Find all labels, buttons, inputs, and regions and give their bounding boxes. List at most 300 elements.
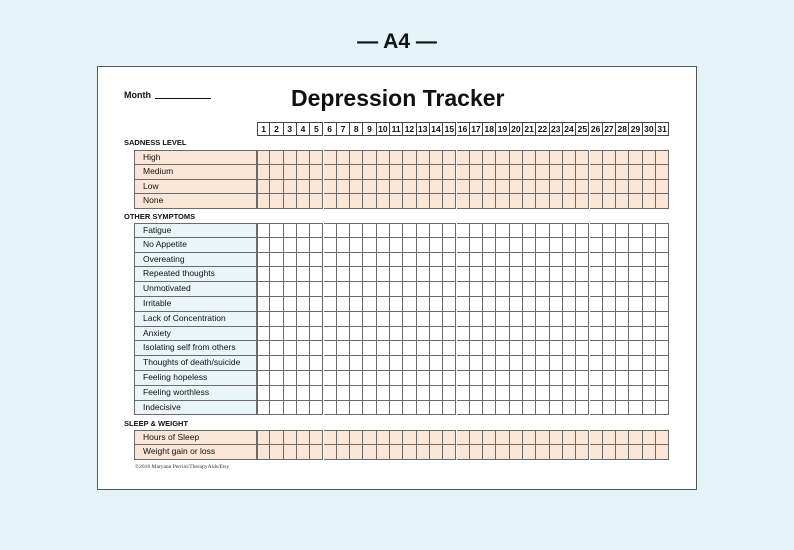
tracker-cell[interactable] (550, 430, 563, 445)
tracker-cell[interactable] (629, 312, 642, 327)
tracker-cell[interactable] (430, 386, 443, 401)
tracker-cell[interactable] (496, 297, 509, 312)
tracker-cell[interactable] (257, 341, 270, 356)
tracker-cell[interactable] (563, 356, 576, 371)
tracker-cell[interactable] (310, 386, 323, 401)
tracker-cell[interactable] (550, 150, 563, 165)
tracker-cell[interactable] (350, 238, 363, 253)
tracker-cell[interactable] (656, 223, 669, 238)
tracker-cell[interactable] (510, 253, 523, 268)
tracker-cell[interactable] (257, 312, 270, 327)
tracker-cell[interactable] (590, 253, 603, 268)
tracker-cell[interactable] (523, 253, 536, 268)
tracker-cell[interactable] (297, 356, 310, 371)
tracker-cell[interactable] (629, 445, 642, 460)
tracker-cell[interactable] (270, 282, 283, 297)
tracker-cell[interactable] (629, 327, 642, 342)
tracker-cell[interactable] (457, 267, 470, 282)
tracker-cell[interactable] (643, 327, 656, 342)
tracker-cell[interactable] (616, 327, 629, 342)
tracker-cell[interactable] (337, 223, 350, 238)
tracker-cell[interactable] (363, 445, 376, 460)
tracker-cell[interactable] (470, 401, 483, 416)
tracker-cell[interactable] (403, 341, 416, 356)
tracker-cell[interactable] (417, 327, 430, 342)
tracker-cell[interactable] (443, 165, 456, 180)
tracker-cell[interactable] (629, 194, 642, 209)
tracker-cell[interactable] (510, 238, 523, 253)
tracker-cell[interactable] (563, 297, 576, 312)
tracker-cell[interactable] (350, 267, 363, 282)
tracker-cell[interactable] (377, 150, 390, 165)
tracker-cell[interactable] (390, 180, 403, 195)
tracker-cell[interactable] (270, 297, 283, 312)
tracker-cell[interactable] (377, 223, 390, 238)
tracker-cell[interactable] (257, 238, 270, 253)
tracker-cell[interactable] (616, 356, 629, 371)
tracker-cell[interactable] (270, 341, 283, 356)
tracker-cell[interactable] (483, 223, 496, 238)
tracker-cell[interactable] (590, 238, 603, 253)
tracker-cell[interactable] (656, 150, 669, 165)
tracker-cell[interactable] (643, 253, 656, 268)
tracker-cell[interactable] (510, 312, 523, 327)
tracker-cell[interactable] (363, 267, 376, 282)
tracker-cell[interactable] (337, 297, 350, 312)
tracker-cell[interactable] (430, 223, 443, 238)
tracker-cell[interactable] (590, 371, 603, 386)
tracker-cell[interactable] (390, 356, 403, 371)
tracker-cell[interactable] (377, 430, 390, 445)
tracker-cell[interactable] (643, 282, 656, 297)
tracker-cell[interactable] (270, 253, 283, 268)
tracker-cell[interactable] (483, 356, 496, 371)
tracker-cell[interactable] (297, 223, 310, 238)
tracker-cell[interactable] (470, 165, 483, 180)
tracker-cell[interactable] (629, 267, 642, 282)
tracker-cell[interactable] (576, 282, 589, 297)
tracker-cell[interactable] (590, 356, 603, 371)
tracker-cell[interactable] (377, 356, 390, 371)
tracker-cell[interactable] (443, 150, 456, 165)
tracker-cell[interactable] (324, 253, 337, 268)
tracker-cell[interactable] (443, 180, 456, 195)
tracker-cell[interactable] (590, 327, 603, 342)
tracker-cell[interactable] (536, 386, 549, 401)
tracker-cell[interactable] (576, 267, 589, 282)
tracker-cell[interactable] (390, 223, 403, 238)
tracker-cell[interactable] (510, 165, 523, 180)
tracker-cell[interactable] (377, 297, 390, 312)
tracker-cell[interactable] (363, 150, 376, 165)
tracker-cell[interactable] (324, 165, 337, 180)
tracker-cell[interactable] (284, 401, 297, 416)
tracker-cell[interactable] (377, 371, 390, 386)
tracker-cell[interactable] (536, 194, 549, 209)
tracker-cell[interactable] (496, 401, 509, 416)
tracker-cell[interactable] (483, 297, 496, 312)
tracker-cell[interactable] (377, 327, 390, 342)
tracker-cell[interactable] (337, 356, 350, 371)
tracker-cell[interactable] (523, 341, 536, 356)
tracker-cell[interactable] (457, 223, 470, 238)
tracker-cell[interactable] (270, 430, 283, 445)
tracker-cell[interactable] (390, 312, 403, 327)
tracker-cell[interactable] (616, 386, 629, 401)
tracker-cell[interactable] (656, 194, 669, 209)
tracker-cell[interactable] (550, 282, 563, 297)
tracker-cell[interactable] (457, 386, 470, 401)
tracker-cell[interactable] (510, 430, 523, 445)
tracker-cell[interactable] (297, 341, 310, 356)
tracker-cell[interactable] (457, 430, 470, 445)
tracker-cell[interactable] (603, 180, 616, 195)
tracker-cell[interactable] (257, 327, 270, 342)
tracker-cell[interactable] (603, 297, 616, 312)
tracker-cell[interactable] (297, 238, 310, 253)
tracker-cell[interactable] (590, 386, 603, 401)
tracker-cell[interactable] (603, 267, 616, 282)
tracker-cell[interactable] (523, 180, 536, 195)
tracker-cell[interactable] (470, 371, 483, 386)
tracker-cell[interactable] (563, 223, 576, 238)
tracker-cell[interactable] (643, 386, 656, 401)
tracker-cell[interactable] (590, 165, 603, 180)
tracker-cell[interactable] (510, 445, 523, 460)
tracker-cell[interactable] (324, 223, 337, 238)
tracker-cell[interactable] (550, 312, 563, 327)
tracker-cell[interactable] (536, 253, 549, 268)
tracker-cell[interactable] (403, 267, 416, 282)
tracker-cell[interactable] (629, 223, 642, 238)
tracker-cell[interactable] (324, 371, 337, 386)
tracker-cell[interactable] (363, 356, 376, 371)
tracker-cell[interactable] (656, 180, 669, 195)
tracker-cell[interactable] (403, 312, 416, 327)
tracker-cell[interactable] (629, 386, 642, 401)
tracker-cell[interactable] (324, 327, 337, 342)
tracker-cell[interactable] (563, 267, 576, 282)
tracker-cell[interactable] (496, 223, 509, 238)
month-write-line[interactable] (155, 98, 211, 99)
tracker-cell[interactable] (536, 356, 549, 371)
tracker-cell[interactable] (363, 165, 376, 180)
tracker-cell[interactable] (417, 312, 430, 327)
tracker-cell[interactable] (284, 445, 297, 460)
tracker-cell[interactable] (270, 312, 283, 327)
tracker-cell[interactable] (643, 150, 656, 165)
tracker-cell[interactable] (656, 312, 669, 327)
tracker-cell[interactable] (257, 386, 270, 401)
tracker-cell[interactable] (483, 401, 496, 416)
tracker-cell[interactable] (536, 297, 549, 312)
tracker-cell[interactable] (590, 267, 603, 282)
tracker-cell[interactable] (510, 356, 523, 371)
tracker-cell[interactable] (430, 253, 443, 268)
tracker-cell[interactable] (337, 371, 350, 386)
tracker-cell[interactable] (470, 430, 483, 445)
tracker-cell[interactable] (550, 253, 563, 268)
tracker-cell[interactable] (390, 401, 403, 416)
tracker-cell[interactable] (363, 297, 376, 312)
tracker-cell[interactable] (536, 165, 549, 180)
tracker-cell[interactable] (550, 267, 563, 282)
tracker-cell[interactable] (603, 253, 616, 268)
tracker-cell[interactable] (590, 341, 603, 356)
tracker-cell[interactable] (496, 180, 509, 195)
tracker-cell[interactable] (403, 386, 416, 401)
tracker-cell[interactable] (656, 297, 669, 312)
tracker-cell[interactable] (403, 194, 416, 209)
tracker-cell[interactable] (629, 238, 642, 253)
tracker-cell[interactable] (430, 267, 443, 282)
tracker-cell[interactable] (510, 401, 523, 416)
tracker-cell[interactable] (403, 297, 416, 312)
tracker-cell[interactable] (337, 194, 350, 209)
tracker-cell[interactable] (324, 445, 337, 460)
tracker-cell[interactable] (457, 238, 470, 253)
tracker-cell[interactable] (377, 165, 390, 180)
tracker-cell[interactable] (324, 356, 337, 371)
tracker-cell[interactable] (523, 165, 536, 180)
tracker-cell[interactable] (350, 386, 363, 401)
tracker-cell[interactable] (390, 430, 403, 445)
tracker-cell[interactable] (297, 194, 310, 209)
tracker-cell[interactable] (550, 327, 563, 342)
tracker-cell[interactable] (363, 282, 376, 297)
tracker-cell[interactable] (629, 341, 642, 356)
tracker-cell[interactable] (470, 386, 483, 401)
tracker-cell[interactable] (377, 180, 390, 195)
tracker-cell[interactable] (616, 223, 629, 238)
tracker-cell[interactable] (510, 180, 523, 195)
tracker-cell[interactable] (430, 312, 443, 327)
tracker-cell[interactable] (603, 445, 616, 460)
tracker-cell[interactable] (643, 356, 656, 371)
tracker-cell[interactable] (656, 267, 669, 282)
tracker-cell[interactable] (297, 282, 310, 297)
tracker-cell[interactable] (590, 297, 603, 312)
tracker-cell[interactable] (483, 194, 496, 209)
tracker-cell[interactable] (430, 238, 443, 253)
tracker-cell[interactable] (363, 371, 376, 386)
tracker-cell[interactable] (603, 150, 616, 165)
tracker-cell[interactable] (324, 282, 337, 297)
tracker-cell[interactable] (403, 238, 416, 253)
tracker-cell[interactable] (643, 267, 656, 282)
tracker-cell[interactable] (496, 371, 509, 386)
tracker-cell[interactable] (457, 445, 470, 460)
tracker-cell[interactable] (550, 401, 563, 416)
tracker-cell[interactable] (523, 150, 536, 165)
tracker-cell[interactable] (443, 401, 456, 416)
tracker-cell[interactable] (496, 165, 509, 180)
tracker-cell[interactable] (590, 401, 603, 416)
tracker-cell[interactable] (616, 341, 629, 356)
tracker-cell[interactable] (377, 238, 390, 253)
tracker-cell[interactable] (350, 356, 363, 371)
tracker-cell[interactable] (257, 267, 270, 282)
tracker-cell[interactable] (563, 386, 576, 401)
tracker-cell[interactable] (350, 445, 363, 460)
tracker-cell[interactable] (457, 356, 470, 371)
tracker-cell[interactable] (310, 180, 323, 195)
tracker-cell[interactable] (350, 341, 363, 356)
tracker-cell[interactable] (284, 267, 297, 282)
tracker-cell[interactable] (270, 238, 283, 253)
tracker-cell[interactable] (430, 371, 443, 386)
tracker-cell[interactable] (337, 386, 350, 401)
tracker-cell[interactable] (523, 401, 536, 416)
tracker-cell[interactable] (496, 430, 509, 445)
tracker-cell[interactable] (496, 150, 509, 165)
tracker-cell[interactable] (523, 356, 536, 371)
tracker-cell[interactable] (470, 253, 483, 268)
tracker-cell[interactable] (496, 312, 509, 327)
tracker-cell[interactable] (563, 180, 576, 195)
tracker-cell[interactable] (377, 282, 390, 297)
tracker-cell[interactable] (403, 223, 416, 238)
tracker-cell[interactable] (536, 267, 549, 282)
tracker-cell[interactable] (603, 165, 616, 180)
tracker-cell[interactable] (483, 386, 496, 401)
tracker-cell[interactable] (603, 356, 616, 371)
tracker-cell[interactable] (297, 312, 310, 327)
tracker-cell[interactable] (457, 297, 470, 312)
tracker-cell[interactable] (297, 297, 310, 312)
tracker-cell[interactable] (390, 327, 403, 342)
tracker-cell[interactable] (257, 445, 270, 460)
tracker-cell[interactable] (337, 253, 350, 268)
tracker-cell[interactable] (603, 371, 616, 386)
tracker-cell[interactable] (656, 165, 669, 180)
tracker-cell[interactable] (363, 194, 376, 209)
tracker-cell[interactable] (270, 194, 283, 209)
tracker-cell[interactable] (496, 267, 509, 282)
tracker-cell[interactable] (350, 150, 363, 165)
tracker-cell[interactable] (510, 386, 523, 401)
tracker-cell[interactable] (496, 253, 509, 268)
tracker-cell[interactable] (337, 238, 350, 253)
tracker-cell[interactable] (470, 150, 483, 165)
tracker-cell[interactable] (656, 445, 669, 460)
tracker-cell[interactable] (350, 165, 363, 180)
tracker-cell[interactable] (363, 341, 376, 356)
tracker-cell[interactable] (483, 238, 496, 253)
tracker-cell[interactable] (656, 356, 669, 371)
tracker-cell[interactable] (363, 386, 376, 401)
tracker-cell[interactable] (284, 165, 297, 180)
tracker-cell[interactable] (324, 430, 337, 445)
tracker-cell[interactable] (284, 386, 297, 401)
tracker-cell[interactable] (403, 327, 416, 342)
tracker-cell[interactable] (550, 180, 563, 195)
tracker-cell[interactable] (496, 445, 509, 460)
tracker-cell[interactable] (523, 267, 536, 282)
tracker-cell[interactable] (656, 327, 669, 342)
tracker-cell[interactable] (603, 386, 616, 401)
tracker-cell[interactable] (417, 180, 430, 195)
tracker-cell[interactable] (270, 327, 283, 342)
tracker-cell[interactable] (616, 267, 629, 282)
tracker-cell[interactable] (563, 150, 576, 165)
tracker-cell[interactable] (284, 341, 297, 356)
tracker-cell[interactable] (563, 194, 576, 209)
tracker-cell[interactable] (377, 253, 390, 268)
tracker-cell[interactable] (457, 194, 470, 209)
tracker-cell[interactable] (403, 430, 416, 445)
tracker-cell[interactable] (616, 238, 629, 253)
tracker-cell[interactable] (470, 356, 483, 371)
tracker-cell[interactable] (403, 165, 416, 180)
tracker-cell[interactable] (643, 445, 656, 460)
tracker-cell[interactable] (550, 297, 563, 312)
tracker-cell[interactable] (536, 282, 549, 297)
tracker-cell[interactable] (563, 312, 576, 327)
tracker-cell[interactable] (550, 238, 563, 253)
tracker-cell[interactable] (616, 371, 629, 386)
tracker-cell[interactable] (257, 282, 270, 297)
tracker-cell[interactable] (284, 253, 297, 268)
tracker-cell[interactable] (284, 180, 297, 195)
tracker-cell[interactable] (403, 445, 416, 460)
tracker-cell[interactable] (629, 356, 642, 371)
tracker-cell[interactable] (590, 445, 603, 460)
tracker-cell[interactable] (643, 223, 656, 238)
tracker-cell[interactable] (616, 194, 629, 209)
tracker-cell[interactable] (417, 194, 430, 209)
tracker-cell[interactable] (656, 401, 669, 416)
tracker-cell[interactable] (590, 194, 603, 209)
tracker-cell[interactable] (417, 341, 430, 356)
tracker-cell[interactable] (603, 238, 616, 253)
tracker-cell[interactable] (510, 371, 523, 386)
tracker-cell[interactable] (337, 327, 350, 342)
tracker-cell[interactable] (257, 223, 270, 238)
tracker-cell[interactable] (576, 194, 589, 209)
tracker-cell[interactable] (457, 371, 470, 386)
tracker-cell[interactable] (337, 282, 350, 297)
tracker-cell[interactable] (417, 297, 430, 312)
tracker-cell[interactable] (643, 341, 656, 356)
tracker-cell[interactable] (629, 150, 642, 165)
tracker-cell[interactable] (363, 430, 376, 445)
tracker-cell[interactable] (496, 238, 509, 253)
tracker-cell[interactable] (350, 253, 363, 268)
tracker-cell[interactable] (443, 430, 456, 445)
tracker-cell[interactable] (457, 401, 470, 416)
tracker-cell[interactable] (523, 194, 536, 209)
tracker-cell[interactable] (536, 150, 549, 165)
tracker-cell[interactable] (403, 401, 416, 416)
tracker-cell[interactable] (443, 223, 456, 238)
tracker-cell[interactable] (470, 267, 483, 282)
tracker-cell[interactable] (483, 430, 496, 445)
tracker-cell[interactable] (603, 223, 616, 238)
tracker-cell[interactable] (443, 282, 456, 297)
tracker-cell[interactable] (643, 430, 656, 445)
tracker-cell[interactable] (324, 194, 337, 209)
tracker-cell[interactable] (297, 180, 310, 195)
tracker-cell[interactable] (629, 282, 642, 297)
tracker-cell[interactable] (510, 223, 523, 238)
tracker-cell[interactable] (656, 253, 669, 268)
tracker-cell[interactable] (417, 267, 430, 282)
tracker-cell[interactable] (270, 356, 283, 371)
tracker-cell[interactable] (363, 312, 376, 327)
tracker-cell[interactable] (350, 282, 363, 297)
tracker-cell[interactable] (403, 150, 416, 165)
